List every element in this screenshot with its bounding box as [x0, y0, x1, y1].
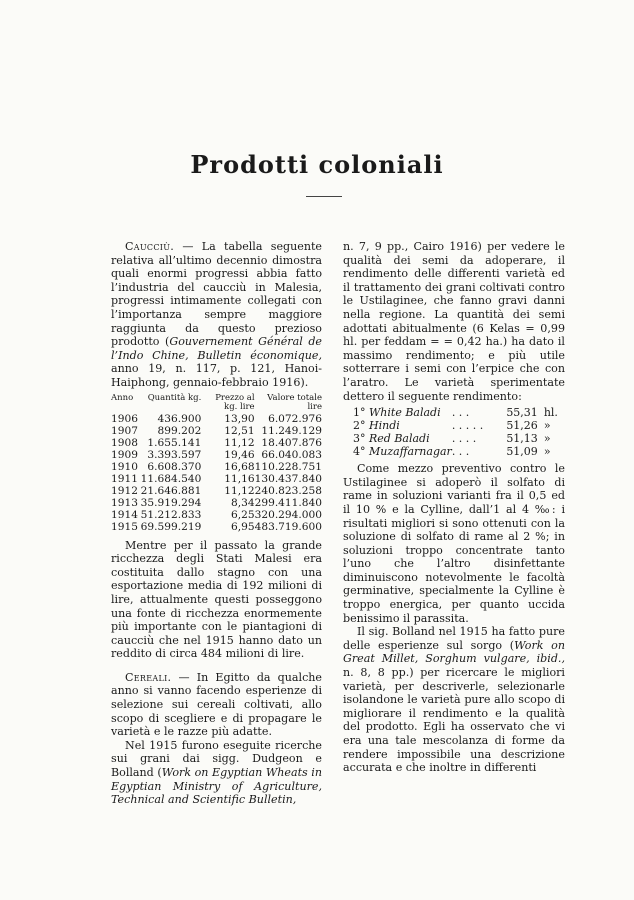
cell-quantita: 35.919.294	[140, 496, 202, 509]
cell-prezzo: 6,95	[230, 520, 255, 533]
cereali-p4-start: Il sig. Bolland nel 1915 ha fatto pure delle esperienze sul sorgo (	[343, 625, 565, 652]
cell-quantita: 899.202	[157, 424, 202, 437]
cell-prezzo: 13,90	[224, 412, 255, 425]
yield-value: 51,09	[506, 445, 538, 459]
cell-quantita: 6.608.370	[147, 460, 202, 473]
cell-prezzo: 12,51	[224, 424, 255, 437]
caucciu-paragraph-2: Mentre per il passato la grande ricchezza degli Stati Malesi era costituita dallo stagno con una esportazione media di 192 milioni di lire, attualmente questi posseggono una fonte di ricchezza enormemente più importante con le piantagioni di caucciù che nel 1915 hanno dato un reddito di circa 484 milioni di lire.	[111, 538, 322, 661]
cell-valore: 320.294.000	[254, 508, 322, 521]
cereali-paragraph	[111, 671, 322, 739]
caucciu-citation: Gouvernement Général de l’Indo Chine, Bulletin économique,	[111, 335, 322, 362]
table-row	[111, 509, 322, 521]
caucciu-paragraph	[111, 240, 322, 390]
yields-table-body	[353, 406, 564, 458]
yield-value: 51,26	[506, 419, 538, 433]
cereali-paragraph-2-start	[111, 739, 322, 807]
left-column	[111, 240, 322, 807]
cell-quantita: 1.655.141	[147, 436, 202, 449]
cell-valore: 6.072.976	[268, 412, 322, 425]
yield-dots: . . .	[451, 445, 470, 459]
col-header-prezzo: Prezzo al kg. lire	[215, 392, 255, 413]
cereali-p4-citation: Work on Great Millet, Sorghum vulgare, ibid.,	[343, 638, 565, 666]
table-row	[111, 473, 322, 485]
yield-dots: . . .	[451, 406, 470, 420]
yield-name: Hindi	[369, 419, 400, 433]
cell-anno: 1906	[111, 412, 138, 425]
cell-quantita: 436.900	[157, 412, 202, 425]
title-rule	[306, 196, 342, 197]
cell-prezzo: 8,34	[230, 496, 255, 509]
right-column	[343, 240, 565, 775]
caucciu-heading: Caucciù.	[125, 240, 175, 253]
cell-quantita: 3.393.597	[147, 448, 202, 461]
table-row	[111, 497, 322, 509]
rubber-table	[111, 394, 322, 533]
page-title: Prodotti coloniali	[190, 150, 444, 179]
yield-row	[353, 406, 564, 419]
cell-anno: 1910	[111, 460, 138, 473]
cell-valore: 18.407.876	[261, 436, 322, 449]
cell-valore: 11.249.129	[261, 424, 322, 437]
cell-valore: 66.040.083	[261, 448, 322, 461]
yield-value: 55,31	[506, 406, 538, 420]
cell-anno: 1913	[111, 496, 138, 509]
yield-name: Muzaffarnagar	[369, 445, 452, 459]
rubber-table-body	[111, 413, 322, 533]
cell-valore: 483.719.600	[254, 520, 322, 533]
yield-name: White Baladi	[369, 406, 441, 420]
table-row	[111, 485, 322, 497]
cell-quantita: 51.212.833	[140, 508, 202, 521]
table-row	[111, 521, 322, 533]
cell-anno: 1911	[111, 472, 138, 485]
yield-rank: 1°	[353, 406, 366, 420]
cell-quantita: 11.684.540	[140, 472, 202, 485]
caucciu-text: — La tabella seguente relativa all’ultimo decennio dimostra quali enormi progressi abbia fatto l’industria del caucciù in Malesia, progressi intimamente collegati con l’importanza sempre maggiore raggiunta da questo prezioso prodotto (	[111, 240, 322, 349]
cell-anno: 1907	[111, 424, 138, 437]
yield-unit: »	[543, 445, 551, 459]
cell-prezzo: 11,12	[224, 484, 255, 497]
cell-prezzo: 11,12	[224, 436, 255, 449]
yield-rank: 4°	[353, 445, 366, 459]
section-gap	[111, 661, 322, 671]
cell-prezzo: 16,68	[224, 460, 255, 473]
cell-anno: 1908	[111, 436, 138, 449]
table-row	[111, 413, 322, 425]
col-header-valore: Valore totale lire	[267, 392, 322, 413]
cell-anno: 1915	[111, 520, 138, 533]
yield-name: Red Baladi	[369, 432, 430, 446]
table-row	[111, 437, 322, 449]
cell-anno: 1914	[111, 508, 138, 521]
cereali-heading: Cereali.	[125, 670, 172, 684]
yield-dots: . . . . .	[451, 419, 484, 433]
cell-prezzo: 11,16	[224, 472, 255, 485]
yield-rank: 3°	[353, 432, 366, 446]
yield-row	[353, 445, 564, 458]
cell-prezzo: 19,46	[224, 448, 255, 461]
cell-valore: 130.437.840	[254, 472, 322, 485]
yield-row	[353, 419, 564, 432]
cereali-p4-rest: n. 8, 8 pp.) per ricercare le migliori varietà, per descriverle, selezionarle isolandone le varietà pure allo scopo di migliorare il rendimento e la qualità del prodotto. Egli ha osservato che vi era una tale mescolanza di forme da rendere impossibile una descrizione accurata e che inoltre in differenti	[343, 666, 565, 775]
rubber-table-header	[111, 394, 322, 413]
cell-valore: 240.823.258	[254, 484, 322, 497]
yield-dots: . . . .	[451, 432, 477, 446]
yield-unit: »	[543, 419, 551, 433]
yield-row	[353, 432, 564, 445]
cell-prezzo: 6,25	[230, 508, 255, 521]
col-header-quantita: Quantità kg.	[147, 392, 202, 403]
yield-unit: hl.	[543, 406, 558, 420]
cell-anno: 1912	[111, 484, 138, 497]
cereali-paragraph-3: Come mezzo preventivo contro le Ustilaginee si adoperò il solfato di rame in soluzioni varianti fra il 0,5 ed il 10 % e la Cylline, dall’1 al 4 ‰: i risultati migliori si sono ottenuti con la soluzione di solfato di rame al 2 %; in soluzioni troppo concentrate tanto l’uno che l’altro disinfettante diminuiscono notevolmente le facoltà germinative, specialmente la Cylline è troppo energica, per quanto uccida benissimo il parassita.	[343, 462, 565, 625]
cell-valore: 299.411.840	[254, 496, 322, 509]
yield-unit: »	[543, 432, 551, 446]
table-row	[111, 425, 322, 437]
table-row	[111, 461, 322, 473]
cell-quantita: 69.599.219	[140, 520, 202, 533]
col-header-anno: Anno	[111, 392, 134, 403]
cereali-p2-citation: Work on Egyptian Wheats in Egyptian Ministry of Agriculture, Technical and Scientific Bulletin,	[111, 766, 322, 807]
cereali-paragraph-4	[343, 625, 565, 775]
cell-quantita: 21.646.881	[140, 484, 202, 497]
cereali-text: — In Egitto da qualche anno si vanno facendo esperienze di selezione sui cereali coltivati, allo scopo di scegliere e di propagare le varietà e le razze più adatte.	[111, 670, 322, 739]
cell-valore: 110.228.751	[254, 460, 322, 473]
table-row	[111, 449, 322, 461]
caucciu-after-citation: anno 19, n. 117, p. 121, Hanoi-Haiphong, gennaio-febbraio 1916).	[111, 362, 322, 389]
yields-table	[353, 406, 564, 458]
cell-anno: 1909	[111, 448, 138, 461]
yield-rank: 2°	[353, 419, 366, 433]
cereali-p2-start: Nel 1915 furono eseguite ricerche sui grani dai sigg. Dudgeon e Bolland (	[111, 738, 322, 780]
yield-value: 51,13	[506, 432, 538, 446]
cereali-paragraph-2-rest: n. 7, 9 pp., Cairo 1916) per vedere le qualità dei semi da adoperare, il rendimento delle differenti varietà ed il trattamento dei grani coltivati contro le Ustilaginee, che fanno gravi danni nella regione. La quantità dei semi adottati abitualmente (6 Kelas = 0,99 hl. per feddam = = 0,42 ha.) ha dato il massimo rendimento; e più utile sotterrare i semi con l’erpice che con l’aratro. Le varietà sperimentate dettero il seguente rendimento:	[343, 240, 565, 403]
